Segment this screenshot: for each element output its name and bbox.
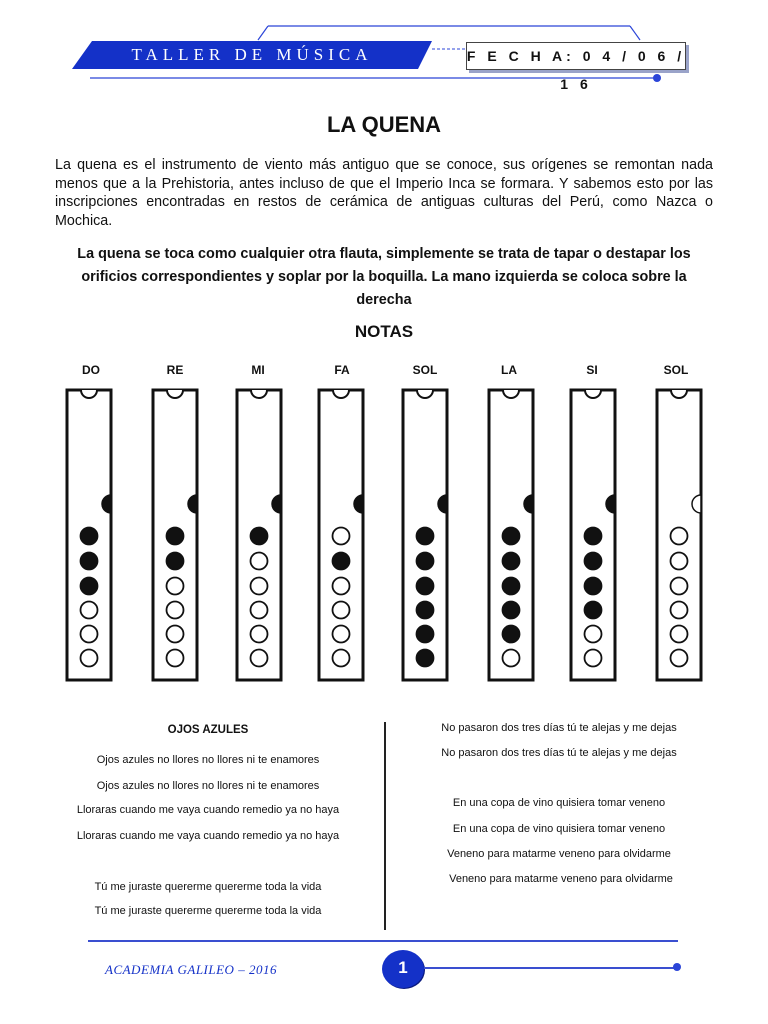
finger-hole-closed — [503, 553, 520, 570]
note-label: FA — [334, 363, 350, 377]
finger-hole-open — [671, 626, 688, 643]
mouthpiece-notch — [671, 390, 687, 398]
lyric-line: No pasaron dos tres días tú te alejas y me dejas — [441, 722, 677, 734]
note-label: SOL — [412, 363, 438, 377]
lyric-line: Tú me juraste quererme quererme toda la vida — [94, 881, 322, 893]
note-label: SI — [586, 363, 598, 377]
finger-hole-closed — [585, 602, 602, 619]
column-divider — [384, 722, 386, 930]
finger-hole-open — [251, 578, 268, 595]
finger-hole-open — [333, 578, 350, 595]
finger-hole-closed — [167, 553, 184, 570]
finger-hole-open — [81, 602, 98, 619]
finger-hole-open — [333, 650, 350, 667]
finger-hole-closed — [503, 626, 520, 643]
finger-hole-closed — [81, 553, 98, 570]
finger-hole-closed — [417, 650, 434, 667]
mouthpiece-notch — [251, 390, 267, 398]
note-label: DO — [82, 363, 100, 377]
finger-hole-closed — [81, 578, 98, 595]
mouthpiece-notch — [503, 390, 519, 398]
finger-hole-closed — [251, 528, 268, 545]
lyric-line: Tú me juraste quererme quererme toda la vida — [94, 905, 322, 917]
intro-paragraph: La quena es el instrumento de viento más antiguo que se conoce, sus orígenes se remontan nada menos que a la Prehistoria, antes incluso de que el Imperio Inca se formara. Y sabemos esto por las inscripciones encontradas en restos de cerámica de antiguas culturas del Perú, como Nazca o Mochica. — [55, 157, 713, 229]
finger-hole-closed — [81, 528, 98, 545]
finger-hole-closed — [503, 602, 520, 619]
lyric-line: Lloraras cuando me vaya cuando remedio ya no haya — [76, 830, 340, 842]
fingering-chart — [0, 380, 768, 690]
finger-hole-closed — [585, 578, 602, 595]
finger-hole-closed — [585, 528, 602, 545]
finger-hole-closed — [417, 602, 434, 619]
note-label: RE — [166, 363, 184, 377]
lyric-line: Lloraras cuando me vaya cuando remedio ya no haya — [76, 804, 340, 816]
finger-hole-closed — [333, 553, 350, 570]
finger-hole-open — [671, 602, 688, 619]
lyric-line: Veneno para matarme veneno para olvidarme — [447, 848, 671, 860]
finger-hole-open — [167, 602, 184, 619]
finger-hole-open — [671, 528, 688, 545]
finger-hole-open — [251, 650, 268, 667]
finger-hole-open — [251, 553, 268, 570]
lyric-line: No pasaron dos tres días tú te alejas y me dejas — [441, 747, 677, 759]
lyric-line: Ojos azules no llores no llores ni te enamores — [96, 754, 320, 766]
page-title: LA QUENA — [326, 112, 442, 137]
song-title: OJOS AZULES — [167, 724, 249, 736]
finger-hole-closed — [417, 578, 434, 595]
instructions-paragraph: La quena se toca como cualquier otra flauta, simplemente se trata de tapar o destapar los orificios correspondientes y soplar por la boquilla. La mano izquierda se coloca sobre la derecha — [77, 246, 691, 308]
footer-academy: ACADEMIA GALILEO – 2016 — [105, 962, 277, 977]
finger-hole-open — [333, 602, 350, 619]
finger-hole-closed — [585, 553, 602, 570]
finger-hole-closed — [417, 528, 434, 545]
finger-hole-open — [333, 528, 350, 545]
finger-hole-open — [671, 650, 688, 667]
finger-hole-open — [167, 578, 184, 595]
finger-hole-closed — [167, 528, 184, 545]
page-number: 1 — [382, 950, 424, 988]
note-label: LA — [501, 363, 517, 377]
finger-hole-open — [167, 650, 184, 667]
mouthpiece-notch — [81, 390, 97, 398]
finger-hole-open — [671, 578, 688, 595]
footer-dot — [673, 963, 681, 971]
finger-hole-open — [81, 650, 98, 667]
footer-rule — [424, 967, 678, 969]
finger-hole-closed — [503, 528, 520, 545]
finger-hole-open — [333, 626, 350, 643]
lyric-line: En una copa de vino quisiera tomar veneno — [452, 797, 666, 809]
date-label: F E C H A: 0 4 / 0 6 / 1 6 — [466, 48, 686, 92]
lyric-line: Ojos azules no llores no llores ni te enamores — [96, 780, 320, 792]
finger-hole-closed — [417, 553, 434, 570]
header-title: TALLER DE MÚSICA — [131, 45, 373, 64]
finger-hole-open — [503, 650, 520, 667]
finger-hole-closed — [417, 626, 434, 643]
note-label: MI — [251, 363, 265, 377]
finger-hole-open — [251, 626, 268, 643]
finger-hole-closed — [503, 578, 520, 595]
finger-hole-open — [671, 553, 688, 570]
finger-hole-open — [81, 626, 98, 643]
mouthpiece-notch — [167, 390, 183, 398]
lyric-line: Veneno para matarme veneno para olvidarme — [449, 873, 673, 885]
mouthpiece-notch — [585, 390, 601, 398]
finger-hole-open — [251, 602, 268, 619]
finger-hole-open — [585, 626, 602, 643]
note-label: SOL — [663, 363, 689, 377]
notes-heading: NOTAS — [354, 322, 414, 341]
mouthpiece-notch — [333, 390, 349, 398]
lyric-line: En una copa de vino quisiera tomar veneno — [452, 823, 666, 835]
finger-hole-open — [167, 626, 184, 643]
footer-line — [88, 940, 678, 942]
mouthpiece-notch — [417, 390, 433, 398]
finger-hole-open — [585, 650, 602, 667]
